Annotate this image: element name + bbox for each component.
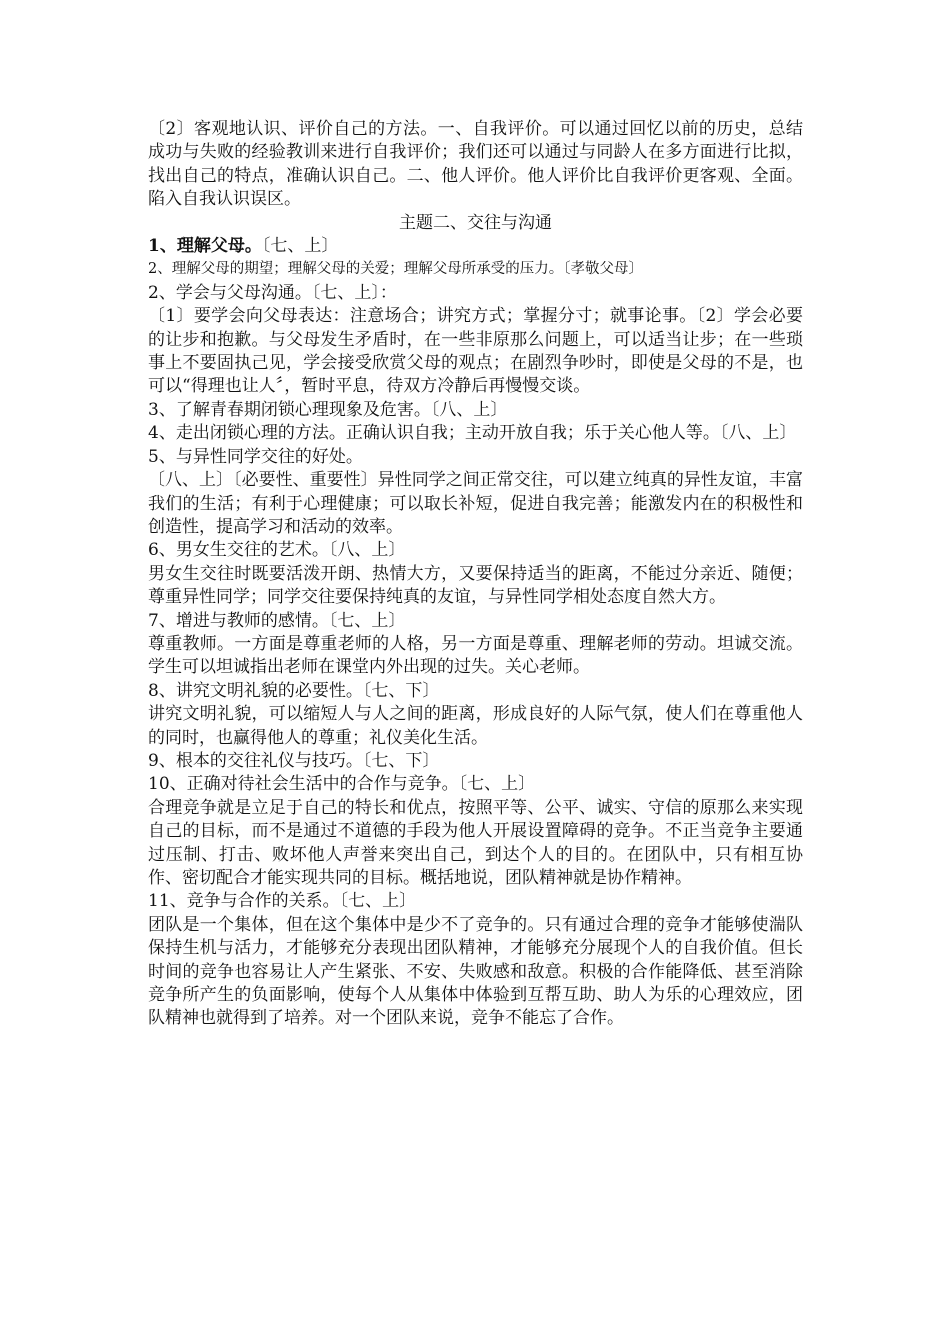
paragraph-1: 2、理解父母的期望；理解父母的关爱；理解父母所承受的压力。〔孝敬父母〕 bbox=[148, 261, 643, 278]
document-page bbox=[148, 118, 803, 1031]
paragraph-5: 〔八、上〕〔必要性、重要性〕异性同学之间正常交往，可以建立纯真的异性友谊，丰富我们的生活；有利于心理健康；可以取长补短，促进自我完善；能激发内在的积极性和创造性，提高学习和活动的效率。 bbox=[148, 470, 803, 537]
heading-3: 3、了解青春期闭锁心理现象及危害。〔八、上〕 bbox=[148, 399, 508, 420]
section-title: 主题二、交往与沟通 bbox=[399, 212, 552, 233]
paragraph-2: 〔1〕要学会向父母表达：注意场合；讲究方式；掌握分寸；就事论事。〔2〕学会必要的让步和抱歉。与父母发生矛盾时，在一些非原那么问题上，可以适当让步；在一些琐事上不要固执己见，学会接受欣赏父母的观点；在剧烈争吵时，即使是父母的不是，也可以“得理也让人〞，暂时平息，待双方冷静后再慢慢交谈。 bbox=[148, 306, 803, 397]
heading-11: 11、竞争与合作的关系。〔七、上〕 bbox=[148, 891, 417, 912]
paragraph-8: 讲究文明礼貌，可以缩短人与人之间的距离，形成良好的人际气氛，使人们在尊重他人的同时，也赢得他人的尊重；礼仪美化生活。 bbox=[148, 704, 803, 748]
heading-7: 7、增进与教师的感情。〔七、上〕 bbox=[148, 610, 406, 631]
heading-1-tag: 〔七、上〕 bbox=[261, 236, 339, 257]
paragraph-10: 合理竞争就是立足于自己的特长和优点，按照平等、公平、诚实、守信的原那么来实现自己的目标，而不是通过不道德的手段为他人开展设置障碍的竞争。不正当竞争主要通过压制、打击、败坏他人声誉来突出自己，到达个人的目的。在团队中，只有相互协作、密切配合才能实现共同的目标。概括地说，团队精神就是协作精神。 bbox=[148, 797, 803, 888]
heading-1-title: 理解父母。 bbox=[176, 236, 262, 257]
heading-1 bbox=[148, 235, 803, 258]
paragraph-6: 男女生交往时既要活泼开朗、热情大方，又要保持适当的距离，不能过分亲近、随便；尊重异性同学；同学交往要保持纯真的友谊，与异性同学相处态度自然大方。 bbox=[148, 563, 803, 608]
heading-1-number: 1、 bbox=[148, 236, 177, 257]
heading-10: 10、正确对待社会生活中的合作与竞争。〔七、上〕 bbox=[148, 774, 536, 795]
heading-5: 5、与异性同学交往的好处。 bbox=[148, 446, 363, 467]
heading-8: 8、讲究文明礼貌的必要性。〔七、下〕 bbox=[148, 680, 440, 701]
heading-9: 9、根本的交往礼仪与技巧。〔七、下〕 bbox=[148, 750, 440, 771]
heading-2: 2、学会与父母沟通。〔七、上〕： bbox=[148, 282, 397, 303]
heading-6: 6、男女生交往的艺术。〔八、上〕 bbox=[148, 540, 406, 561]
paragraph-7: 尊重教师。一方面是尊重老师的人格，另一方面是尊重、理解老师的劳动。坦诚交流。学生可以坦诚指出老师在课堂内外出现的过失。关心老师。 bbox=[148, 633, 803, 678]
paragraph-self-evaluation: 〔2〕客观地认识、评价自己的方法。一、自我评价。可以通过回忆以前的历史，总结成功与失败的经验教训来进行自我评价；我们还可以通过与同龄人在多方面进行比拟，找出自己的特点，准确认识自己。二、他人评价。他人评价比自我评价更客观、全面。陷入自我认识误区。 bbox=[148, 119, 803, 210]
heading-4: 4、走出闭锁心理的方法。正确认识自我；主动开放自我；乐于关心他人等。〔八、上〕 bbox=[148, 423, 797, 444]
paragraph-11: 团队是一个集体，但在这个集体中是少不了竞争的。只有通过合理的竞争才能够使湍队保持生机与活力，才能够充分表现出团队精神，才能够充分展现个人的自我价值。但长时间的竞争也容易让人产生紧张、不安、失败感和敌意。积极的合作能降低、甚至消除竞争所产生的负面影响，使每个人从集体中体验到互帮互助、助人为乐的心理效应，团队精神也就得到了培养。对一个团队来说，竞争不能忘了合作。 bbox=[148, 914, 803, 1029]
